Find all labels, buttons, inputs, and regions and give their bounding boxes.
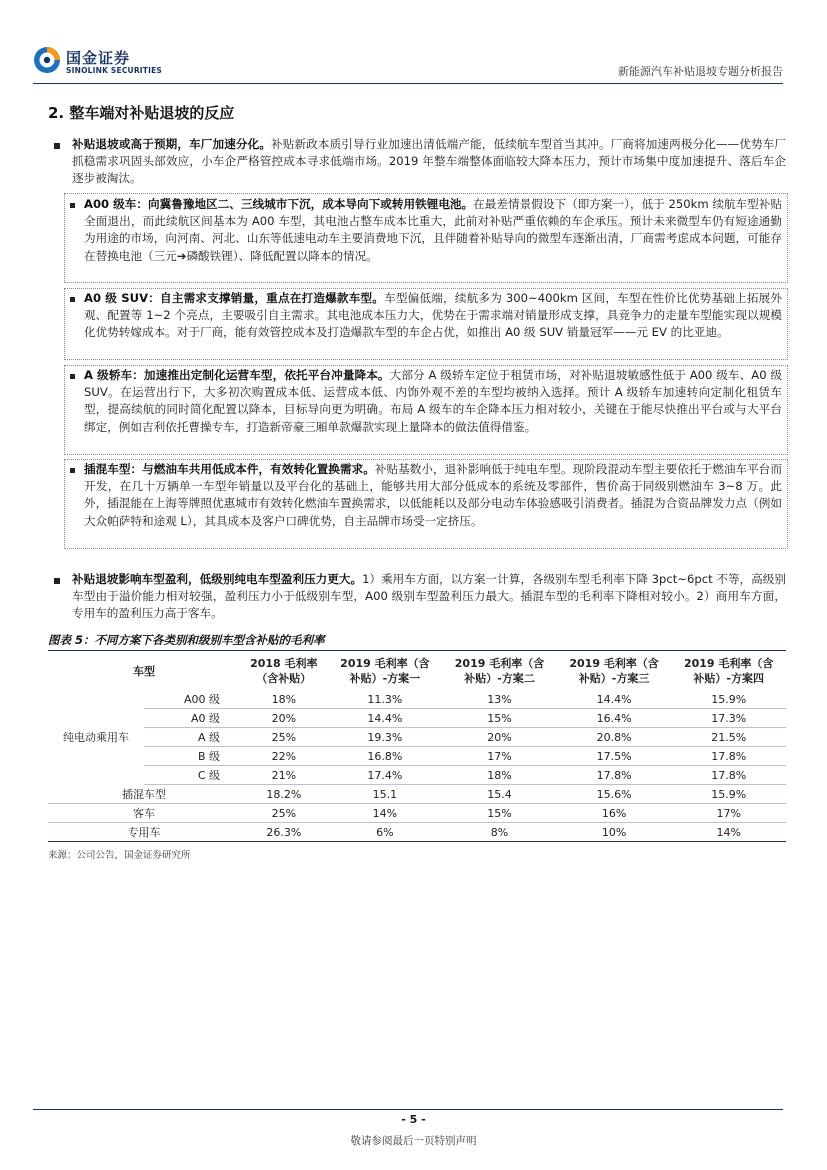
figure-top-rule — [48, 650, 786, 651]
table-header-cell: 2019 毛利率（含 补贴）-方案三 — [569, 657, 659, 685]
bullet-icon — [70, 203, 75, 208]
paragraph-1-lead: 补贴退坡或高于预期，车厂加速分化。 — [72, 137, 272, 151]
table-cell: 11.3% — [328, 690, 443, 709]
table-header-cell: 车型 — [133, 664, 155, 678]
paragraph-6-lead: 补贴退坡影响车型盈利，低级别纯电车型盈利压力更大。 — [72, 572, 363, 586]
table-cell: 14% — [328, 804, 443, 823]
footer-divider — [33, 1109, 783, 1110]
row-subtype-label: A 级 — [144, 728, 240, 747]
paragraph-2 — [84, 196, 782, 265]
paragraph-5-lead: 插混车型：与燃油车共用低成本件，有效转化置换需求。 — [84, 462, 375, 476]
table-cell: 21.5% — [671, 728, 786, 747]
table-cell: 17.5% — [557, 747, 672, 766]
paragraph-6-body: 1）乘用车方面，以方案一计算，各级别车型毛利率下降 3pct~6pct 不等，高级别车型由于溢价能力相对较强，盈利压力小于低级别车型，A00 级别车型盈利压力最大。插混车型的毛利率下降相对较小。2）商用车方面，专用车的盈利压力高于客车。 — [72, 572, 786, 621]
margin-table — [48, 652, 786, 842]
table-cell: 20% — [442, 728, 557, 747]
table-cell: 15.6% — [557, 785, 672, 804]
table-cell: 25% — [240, 804, 328, 823]
paragraph-1 — [72, 136, 786, 188]
paragraph-2-body: 在最差情景假设下（即方案一），低于 250km 续航车型补贴全面退出，而此续航区间基本为 A00 车型，其电池占整车成本比重大，此前对补贴严重依赖的车企承压。预计未来微型车仍有短途通勤为用途的市场，向河南、河北、山东等低速电动车主要消费地下沉，且伴随着补贴导向的微型车逐渐出清，厂商需考虑成本问题，可能存在替换电池（三元➔磷酸铁锂）、降低配置以降本的情况。 — [84, 197, 782, 263]
paragraph-4-lead: A 级轿车：加速推出定制化运营车型，依托平台冲量降本。 — [84, 368, 390, 382]
row-type-label: 客车 — [48, 804, 240, 823]
table-cell: 17.3% — [671, 709, 786, 728]
report-title: 新能源汽车补贴退坡专题分析报告 — [618, 65, 783, 78]
table-header-cell: 2018 毛利率 （含补贴） — [250, 657, 318, 685]
paragraph-4-body: 大部分 A 级轿车定位于租赁市场，对补贴退坡敏感性低于 A00 级车、A0 级 SUV。在运营出行下，大多初次购置成本低、运营成本低、内饰外观不差的车型均被纳入选择。预计 A 级轿车加速转向定制化租赁车型，提高续航的同时简化配置以降本，目标导向更为明确。布局 A 级车的车企降本压力相对较小，关键在于能尽快推出平台或与大平台绑定，例如吉利依托曹操专车，打造新帝豪三厢单款爆款实现上量降本的做法值得借鉴。 — [84, 368, 782, 434]
row-group-label: 纯电动乘用车 — [63, 731, 129, 745]
figure-bottom-rule — [48, 841, 786, 842]
table-row — [48, 709, 786, 728]
table-row — [48, 785, 786, 804]
paragraph-3-lead: A0 级 SUV：自主需求支撑销量，重点在打造爆款车型。 — [84, 291, 385, 305]
section-title: 2. 整车端对补贴退坡的反应 — [48, 104, 235, 122]
table-cell: 15% — [442, 804, 557, 823]
bullet-icon — [54, 578, 60, 584]
table-cell: 10% — [557, 823, 672, 842]
paragraph-3-body: 车型偏低端，续航多为 300~400km 区间，车型在性价比优势基础上拓展外观、配置等 1~2 个亮点，主要吸引自主需求。其电池成本压力大，优势在于需求端对销量形成支撑，具竞争力的走量车型能实现以规模化优势转嫁成本。对于厂商，能有效管控成本及打造爆款车型的车企占优，如推出 A0 级 SUV 销量冠军——元 EV 的比亚迪。 — [84, 291, 782, 340]
paragraph-4 — [84, 367, 782, 436]
sinolink-logo-icon — [33, 46, 61, 74]
table-header-row — [48, 652, 786, 690]
header-divider — [33, 83, 783, 84]
table-cell: 22% — [240, 747, 328, 766]
page-header — [0, 0, 827, 86]
table-cell: 18.2% — [240, 785, 328, 804]
table-cell: 16.4% — [557, 709, 672, 728]
table-cell: 14.4% — [557, 690, 672, 709]
table-cell: 21% — [240, 766, 328, 785]
table-cell: 15.1 — [328, 785, 443, 804]
paragraph-6 — [72, 571, 786, 623]
table-cell: 13% — [442, 690, 557, 709]
table-cell: 15% — [442, 709, 557, 728]
paragraph-3 — [84, 290, 782, 342]
table-row — [48, 728, 786, 747]
table-cell: 18% — [240, 690, 328, 709]
table-cell: 25% — [240, 728, 328, 747]
bullet-icon — [54, 143, 60, 149]
figure-source: 来源：公司公告，国金证券研究所 — [48, 850, 191, 861]
logo-text-en: SINOLINK SECURITIES — [66, 66, 163, 75]
table-cell: 16% — [557, 804, 672, 823]
row-subtype-label: A0 级 — [144, 709, 240, 728]
table-cell: 17% — [442, 747, 557, 766]
row-subtype-label: A00 级 — [144, 690, 240, 709]
table-cell: 14.4% — [328, 709, 443, 728]
bullet-icon — [70, 374, 75, 379]
table-cell: 15.9% — [671, 690, 786, 709]
page-number: - 5 - — [401, 1113, 426, 1126]
footer-disclaimer: 敬请参阅最后一页特别声明 — [350, 1135, 477, 1147]
table-cell: 15.9% — [671, 785, 786, 804]
row-type-label: 插混车型 — [48, 785, 240, 804]
logo-text-cn: 国金证券 — [66, 49, 131, 67]
table-cell: 17.8% — [671, 747, 786, 766]
table-row — [48, 690, 786, 709]
table-cell: 17.8% — [557, 766, 672, 785]
table-cell: 14% — [671, 823, 786, 842]
table-header-cell: 2019 毛利率（含 补贴）-方案二 — [454, 657, 545, 685]
table-cell: 15.4 — [442, 785, 557, 804]
table-cell: 8% — [442, 823, 557, 842]
paragraph-5 — [84, 461, 782, 530]
paragraph-1-body: 补贴新政本质引导行业加速出清低端产能，低续航车型首当其冲。厂商将加速两极分化——优势车厂抓稳需求巩固头部效应，小车企严格管控成本寻求低端市场。2019 年整车端整体面临较大降本压力，预计市场集中度加速提升、落后车企逐步被淘汰。 — [72, 137, 786, 186]
row-subtype-label: B 级 — [144, 747, 240, 766]
paragraph-5-body: 补贴基数小，退补影响低于纯电车型。现阶段混动车型主要依托于燃油车平台而开发，在几十万辆单一车型年销量以及平台化的基础上，能够共用大部分低成本的系统及零部件，售价高于同级别燃油车 3~8 万。此外，插混能在上海等牌照优惠城市有效转化燃油车置换需求，以低能耗以及部分电动车体验感吸引消费者。插混为合资品牌发力点（例如大众帕萨特和途观 L），其具成本及客户口碑优势，自主品牌市场受一定挤压。 — [84, 462, 782, 528]
table-row — [48, 823, 786, 842]
table-cell: 17.4% — [328, 766, 443, 785]
table-header-cell: 2019 毛利率（含 补贴）-方案一 — [340, 657, 430, 685]
table-cell: 16.8% — [328, 747, 443, 766]
table-cell: 18% — [442, 766, 557, 785]
table-cell: 20.8% — [557, 728, 672, 747]
bullet-icon — [70, 297, 75, 302]
table-row — [48, 766, 786, 785]
table-cell: 17.8% — [671, 766, 786, 785]
bullet-icon — [70, 468, 75, 473]
row-type-label: 专用车 — [48, 823, 240, 842]
table-cell: 17% — [671, 804, 786, 823]
figure-title: 图表 5：不同方案下各类别和级别车型含补贴的毛利率 — [48, 633, 325, 647]
table-cell: 6% — [328, 823, 443, 842]
table-row — [48, 804, 786, 823]
paragraph-2-lead: A00 级车：向冀鲁豫地区二、三线城市下沉，成本导向下或转用铁锂电池。 — [84, 197, 474, 211]
table-cell: 19.3% — [328, 728, 443, 747]
table-cell: 20% — [240, 709, 328, 728]
row-subtype-label: C 级 — [144, 766, 240, 785]
table-header-cell: 2019 毛利率（含 补贴）-方案四 — [683, 657, 774, 685]
table-cell: 26.3% — [240, 823, 328, 842]
table-row — [48, 747, 786, 766]
